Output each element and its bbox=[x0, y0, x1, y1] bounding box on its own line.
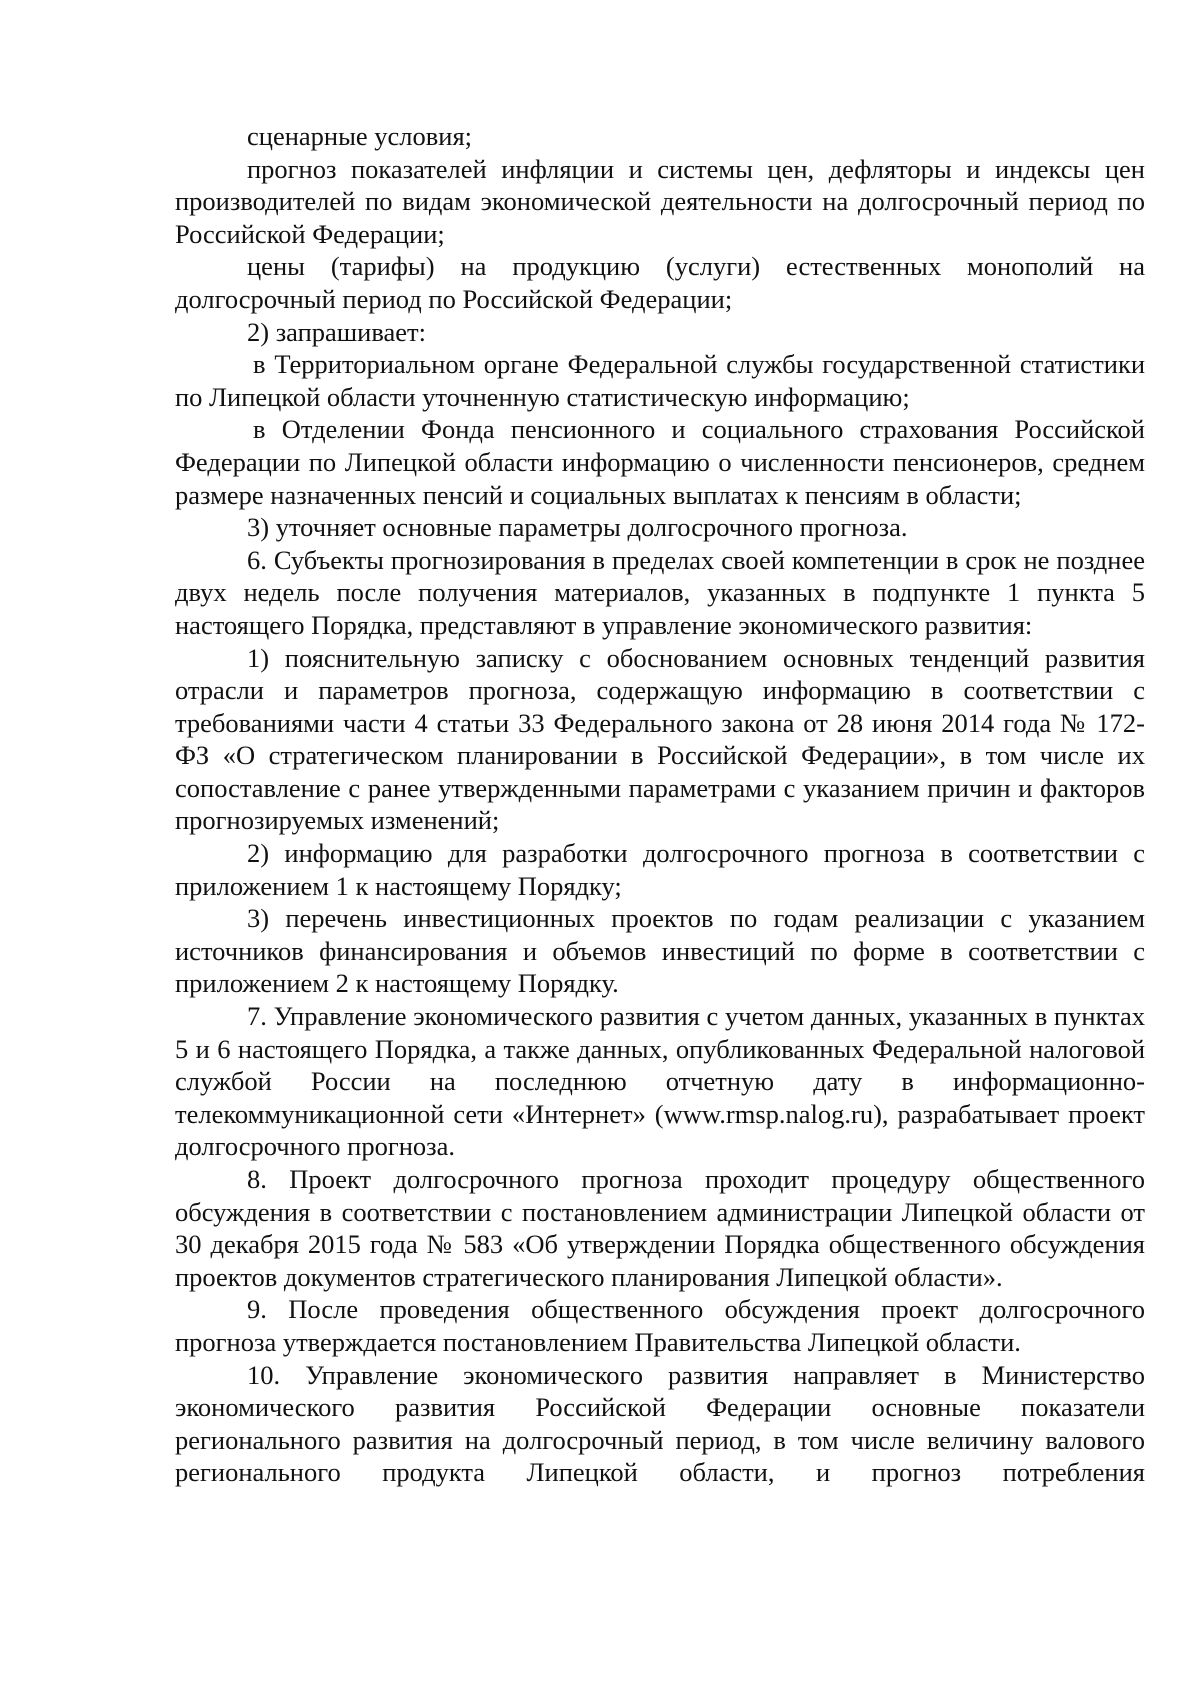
paragraph-item-7: 7. Управление экономического развития с учетом данных, указанных в пунктах 5 и 6 настоящего Порядка, а также данных, опубликованных Федеральной налоговой службой России на последнюю отчетную дату в информационно-телекоммуникационной сети «Интернет» (www.rmsp.nalog.ru), разрабатывает проект долгосрочного прогноза. bbox=[175, 1001, 1145, 1162]
paragraph-monopoly-prices: цены (тарифы) на продукцию (услуги) естественных монополий на долгосрочный период по Российской Федерации; bbox=[175, 251, 1145, 314]
paragraph-scenario-conditions: сценарные условия; bbox=[247, 121, 473, 151]
document-body bbox=[175, 120, 1145, 1489]
paragraph-item-10: 10. Управление экономического развития направляет в Министерство экономического развития Российской Федерации основные показатели регионального развития на долгосрочный период, в том числе величину валового регионального продукта Липецкой области, и прогноз потребления bbox=[175, 1359, 1145, 1488]
paragraph-pension-fund-request: в Отделении Фонда пенсионного и социального страхования Российской Федерации по Липецкой области информацию о численности пенсионеров, среднем размере назначенных пенсий и социальных выплатах к пенсиям в области; bbox=[175, 414, 1145, 510]
paragraph-item-6-3: 3) перечень инвестиционных проектов по годам реализации с указанием источников финансирования и объемов инвестиций по форме в соответствии с приложением 2 к настоящему Порядку. bbox=[175, 903, 1145, 999]
paragraph-item-8: 8. Проект долгосрочного прогноза проходит процедуру общественного обсуждения в соответствии с постановлением администрации Липецкой области от 30 декабря 2015 года № 583 «Об утверждении Порядка общественного обсуждения проектов документов стратегического планирования Липецкой области». bbox=[175, 1164, 1145, 1292]
paragraph-refines-parameters: 3) уточняет основные параметры долгосрочного прогноза. bbox=[247, 512, 908, 543]
paragraph-item-6-2: 2) информацию для разработки долгосрочного прогноза в соответствии с приложением 1 к настоящему Порядку; bbox=[175, 838, 1145, 901]
paragraph-inflation-forecast: прогноз показателей инфляции и системы цен, дефляторы и индексы цен производителей по видам экономической деятельности на долгосрочный период по Российской Федерации; bbox=[175, 153, 1145, 249]
paragraph-requests: 2) запрашивает: bbox=[247, 316, 426, 347]
paragraph-item-9: 9. После проведения общественного обсуждения проект долгосрочного прогноза утверждается постановлением Правительства Липецкой области. bbox=[175, 1294, 1145, 1357]
paragraph-statistics-request: в Территориальном органе Федеральной службы государственной статистики по Липецкой области уточненную статистическую информацию; bbox=[175, 349, 1145, 412]
paragraph-item-6: 6. Субъекты прогнозирования в пределах своей компетенции в срок не позднее двух недель после получения материалов, указанных в подпункте 1 пункта 5 настоящего Порядка, представляют в управление экономического развития: bbox=[175, 544, 1145, 640]
paragraph-item-6-1: 1) пояснительную записку с обоснованием основных тенденций развития отрасли и параметров прогноза, содержащую информацию в соответствии с требованиями части 4 статьи 33 Федерального закона от 28 июня 2014 года № 172-ФЗ «О стратегическом планировании в Российской Федерации», в том числе их сопоставление с ранее утвержденными параметрами с указанием причин и факторов прогнозируемых изменений; bbox=[175, 642, 1145, 836]
